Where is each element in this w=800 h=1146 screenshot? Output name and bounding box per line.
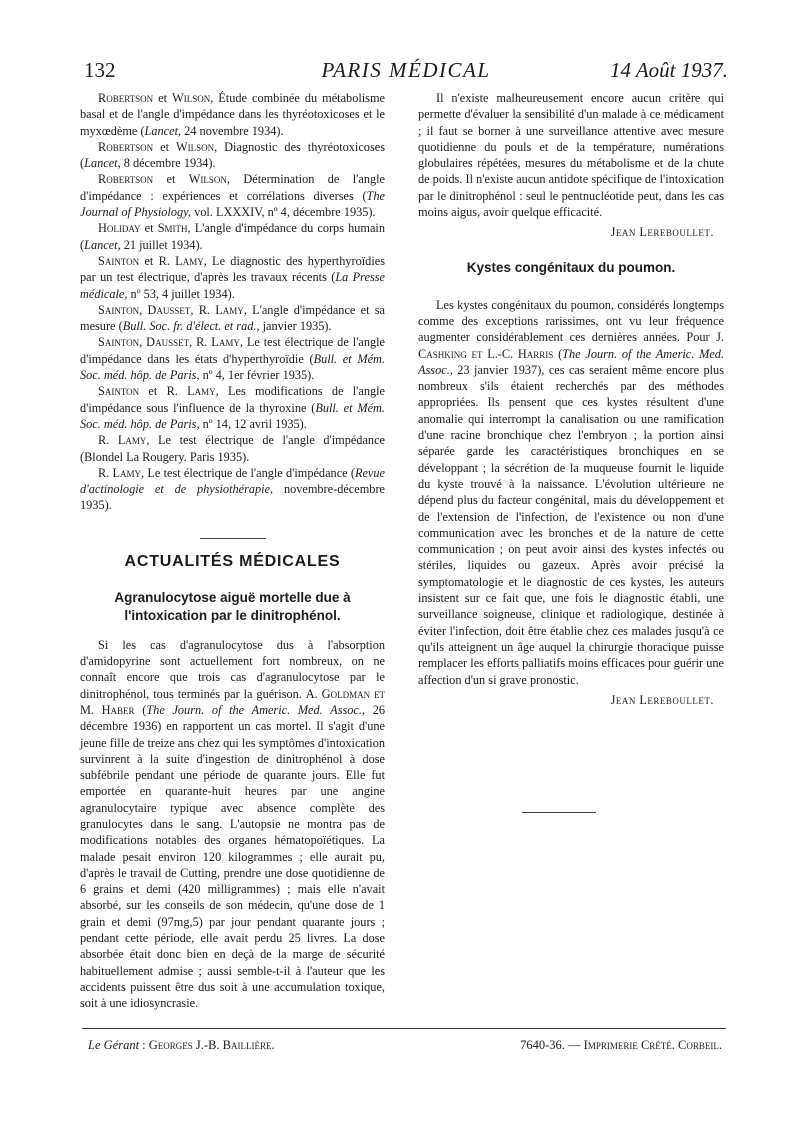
reference-text: , Diagnostic des thyréotoxicoses (	[80, 139, 385, 171]
reference-entry	[80, 220, 385, 253]
reference-connector: ,	[141, 465, 148, 480]
reference-text: 21 juillet 1934).	[120, 237, 203, 252]
reference-author: Smith	[157, 221, 188, 236]
right-column	[418, 90, 724, 813]
reference-entry	[80, 302, 385, 335]
reference-entry	[80, 253, 385, 302]
article-paragraph: Si les cas d'agranulocytose dus à l'absorption d'amidopyrine sont actuellement fort nombreux, on ne connaît encore que trois cas d'agranulocytose par le dinitrophénol, tous terminés par la guérison. A. Goldman et M. Haber (The Journ. of the Americ. Med. Assoc., 26 décembre 1936) en rapportent un cas mortel. Il s'agit d'une jeune fille de treize ans chez qui les symptômes d'intoxication survinrent à la suite d'ingestion de dinitrophénol à dose subfébrile pendant une période de quarante jours. Elle fut emportée en quarante-huit heures par une angine agranulocytaire typique avec absence complète des granulocytes dans le sang. L'autopsie ne montra pas de modifications notables des organes hématopoïétiques. La malade pesait environ 120 kilogrammes ; elle aurait pu, d'après le travail de Cutting, prendre une dose quotidienne de 6 grains et demi (420 milligrammes) ; mais elle n'avait absorbé, sur les conseils de son médecin, qu'une dose de 1 grain et demi (97mg,5) par jour pendant quarante jours ; pendant cette période, elle avait perdu 25 livres. La dose absorbée était donc bien en deçà de la marge de sécurité habituellement admise ; aussi semble-t-il à l'auteur que les accidents puissent être dus soit à une accumulation toxique, soit à une idiosyncrasie.	[80, 637, 385, 1011]
reference-text: novembre-décembre 1935).	[80, 482, 385, 513]
end-divider	[522, 812, 596, 813]
reference-text: , Les modifications de l'angle d'impédance sous l'influence de la thyroxine (	[80, 384, 385, 415]
reference-journal: Bull. et Mém. Soc. méd. hôp. de Paris,	[80, 351, 385, 383]
reference-journal: The Journal of Physiology,	[80, 188, 385, 220]
article-title-agranulocytose: Agranulocytose aiguë mortelle due à l'intoxication par le dinitrophénol.	[114, 589, 351, 623]
reference-connector: et	[153, 91, 173, 105]
reference-connector: et	[139, 253, 159, 268]
reference-author: Wilson	[176, 139, 215, 154]
printer-info: 7640-36. — Imprimerie Crété. Corbeil.	[520, 1038, 722, 1052]
page-number: 132	[84, 58, 116, 82]
section-divider	[200, 538, 266, 539]
reference-text: nº 4, 1er février 1935).	[199, 368, 315, 383]
author-names: A. Goldman et M. Haber	[80, 686, 385, 717]
reference-text: , Le diagnostic des hyperthyroïdies par un test électrique, d'après les travaux récents (	[80, 253, 385, 285]
reference-author: R. Lamy	[166, 384, 216, 399]
reference-connector: et	[140, 221, 158, 236]
paragraph-text: 23 janvier 1937), ces cas seraient même encore plus nombreux s'ils étaient recherchés par des méthodes appropriées. Ils pensent que ces kystes résultent d'une anomalie qui interrompt la canalisation ou une ramification d'une racine bronchique chez l'embryon ; la portion ainsi séparée garde les caractéristiques bronchiques en se développant ; la sécrétion de la muqueuse fournit le liquide du kyste trouvé à la naissance. L'évolution ultérieure ne dépend plus du facteur congénital, mais du développement et de l'extension de l'infection, de l'existence ou non d'une communication avec les bronches et de la nature de cette communication ; on peut avoir ainsi des kystes infectés ou stériles, liquides ou gazeux. Après avoir précisé la symptomatologie et le diagnostic de ces kystes, les auteurs insistent sur ce fait que, une fois le diagnostic établi, une surveillance soigneuse, clinique et radiologique, destinée à éviter l'infection, doit être établie chez ces malades jusqu'à ce qu'ils atteignent un âge auquel la chirurgie thoracique puisse remplacer les efforts palliatifs moins efficaces pour guérir une affection d'un si grave pronostic.	[418, 362, 724, 687]
reference-author: Sainton	[98, 253, 140, 268]
manager-label: Le Gérant	[88, 1038, 140, 1052]
reference-text: , Étude combinée du métabolisme basal et de l'angle d'impédance dans les thyréotoxicoses et le myxœdème (	[80, 91, 385, 138]
reference-text: nº 53, 4 juillet 1934).	[127, 286, 235, 301]
reference-text: 24 novembre 1934).	[181, 123, 284, 138]
footer-rule	[82, 1028, 726, 1029]
reference-author: Robertson	[98, 91, 154, 105]
reference-text: Le test électrique de l'angle d'impédance dans les états d'hyperthyroïdie (	[80, 335, 385, 366]
reference-entry	[80, 334, 385, 383]
article-paragraph: Les kystes congénitaux du poumon, considérés longtemps comme des exceptions rarissimes, ont vu leur fréquence augmenter considérablement ces dernières années. Pour J. Cashking et L.-C. Harris (The Journ. of the Americ. Med. Assoc., 23 janvier 1937), ces cas seraient même encore plus nombreux s'ils étaient recherchés par des méthodes appropriées. Ils pensent que ces kystes résultent d'une anomalie qui interrompt la canalisation ou une ramification d'une racine bronchique chez l'embryon ; la portion ainsi séparée garde les caractéristiques bronchiques en se développant ; la sécrétion de la muqueuse fournit le liquide du kyste trouvé à la naissance. L'évolution ultérieure ne dépend plus du facteur congénital, mais du développement et de l'extension de l'infection, de l'existence ou non d'une communication avec les bronches et de la nature de cette communication ; on peut avoir ainsi des kystes infectés ou stériles, liquides ou gazeux. Après avoir précisé la symptomatologie et le diagnostic de ces kystes, les auteurs insistent sur ce fait que, une fois le diagnostic établi, une surveillance soigneuse, clinique et radiologique, destinée à éviter l'infection, doit être établie chez ces malades jusqu'à ce qu'ils atteignent un âge auquel la chirurgie thoracique puisse remplacer les efforts palliatifs moins efficaces pour guérir une affection d'un si grave pronostic.	[418, 297, 725, 687]
reference-author: Wilson	[188, 172, 227, 187]
reference-entry	[80, 432, 385, 465]
reference-author: Holiday	[98, 221, 141, 236]
reference-journal: Revue d'actinologie et de physiothérapie,	[80, 465, 385, 497]
author-names: J. Cashking et L.-C. Harris	[418, 330, 724, 361]
article-title-kystes: Kystes congénitaux du poumon.	[466, 259, 676, 275]
issue-date: 14 Août 1937.	[609, 58, 728, 82]
reference-list	[80, 90, 385, 514]
page-header	[84, 58, 728, 88]
reference-text: , Détermination de l'angle d'impédance : expériences et corrélations diverses (	[80, 172, 385, 203]
reference-journal: Bull. et Mém. Soc. méd. hôp. de Paris,	[80, 400, 385, 431]
reference-author: Wilson	[172, 91, 211, 105]
journal-title: The Journ. of the Americ. Med. Assoc.,	[146, 702, 366, 717]
reference-author: Sainton, Dausset, R. Lamy	[98, 302, 244, 317]
reference-entry	[80, 465, 385, 514]
left-column	[80, 90, 385, 1012]
reference-entry	[80, 171, 385, 220]
reference-entry	[80, 139, 385, 172]
reference-text: janvier 1935).	[259, 319, 332, 334]
reference-journal: Lancet,	[144, 123, 182, 138]
reference-journal: Bull. Soc. fr. d'élect. et rad.,	[122, 319, 260, 334]
reference-author: Robertson	[98, 172, 154, 187]
reference-text: L'angle d'impédance et sa mesure (	[80, 302, 386, 334]
reference-text: Le test électrique de l'angle d'impédance (	[147, 465, 355, 480]
reference-text: , L'angle d'impédance du corps humain (	[80, 221, 385, 252]
reference-text: Le test électrique de l'angle d'impédance (Blondel La Rougery. Paris 1935).	[80, 433, 385, 464]
reference-connector: ,	[243, 302, 253, 317]
reference-connector: et	[153, 172, 189, 187]
reference-connector: ,	[146, 433, 159, 448]
reference-connector: et	[153, 139, 177, 154]
reference-author: R. Lamy	[98, 433, 147, 448]
author-signature: Jean Lereboullet.	[610, 692, 714, 707]
reference-entry	[80, 383, 385, 432]
reference-journal: Lancet,	[84, 156, 121, 171]
running-title: PARIS MÉDICAL	[321, 58, 491, 82]
reference-text: vol. LXXXIV, nº 4, décembre 1935).	[191, 205, 376, 220]
reference-author: Sainton	[98, 384, 140, 399]
publisher-manager	[88, 1038, 275, 1053]
reference-author: Robertson	[98, 139, 154, 154]
reference-text: 8 décembre 1934).	[120, 156, 216, 171]
author-signature: Jean Lereboullet.	[610, 225, 714, 240]
journal-title: The Journ. of the Americ. Med. Assoc.,	[418, 346, 725, 377]
section-title: ACTUALITÉS MÉDICALES	[124, 552, 341, 570]
reference-author: Sainton, Dausset, R. Lamy	[98, 335, 240, 350]
reference-connector: ,	[239, 335, 247, 350]
reference-journal: La Presse médicale,	[80, 270, 385, 301]
paragraph-text: Les kystes congénitaux du poumon, considérés longtemps comme des exceptions rarissimes, ont vu leur fréquence augmenter considérablement ces dernières années. Pour	[418, 297, 724, 345]
reference-text: nº 14, 12 avril 1935).	[199, 416, 307, 431]
manager-name: : Georges J.-B. Baillière.	[142, 1038, 275, 1052]
reference-author: R. Lamy	[98, 465, 142, 480]
paragraph-text: Si les cas d'agranulocytose dus à l'absorption d'amidopyrine sont actuellement fort nombreux, on ne connaît encore que trois cas d'agranulocytose par le dinitrophénol, tous terminés par la guérison.	[80, 637, 385, 701]
article-paragraph-continued: Il n'existe malheureusement encore aucun critère qui permette d'évaluer la sensibilité d'un malade à ce médicament ; il faut se borner à une surveillance attentive avec mesure quotidienne du pouls et de la température, numérations globulaires répétées, mesures du métabolisme et de la chute de poids. Il n'existe aucun antidote spécifique de l'intoxication par le dinitrophénol : seul le pentnucléotide peut, dans les cas moins aigus, avoir quelque efficacité.	[418, 91, 724, 220]
reference-journal: Lancet,	[84, 237, 121, 252]
reference-author: R. Lamy	[158, 253, 204, 268]
reference-entry	[80, 90, 385, 139]
paragraph-text: 26 décembre 1936) en rapportent un cas mortel. Il s'agit d'une jeune fille de treize ans chez qui les symptômes d'intoxication survinrent à la suite d'ingestion de dinitrophénol à dose subfébrile pendant une période de quarante jours. Elle fut emportée en quarante-huit heures par une angine agranulocytaire typique avec absence complète des granulocytes dans le sang. L'autopsie ne montra pas de modifications notables des organes hématopoïétiques. La malade pesait environ 120 kilogrammes ; elle aurait pu, d'après le travail de Cutting, prendre une dose quotidienne de 6 grains et demi (420 milligrammes) ; mais elle n'avait absorbé, sur les conseils de son médecin, qu'une dose de 1 grain et demi (97mg,5) par jour pendant quarante jours ; pendant cette période, elle avait perdu 25 livres. La dose absorbée était donc bien en deçà de la marge de sécurité habituellement admise ; aussi semble-t-il à l'auteur que les accidents puissent être dus soit à une accumulation toxique, soit à une idiosyncrasie.	[80, 702, 385, 1011]
reference-connector: et	[139, 384, 167, 399]
